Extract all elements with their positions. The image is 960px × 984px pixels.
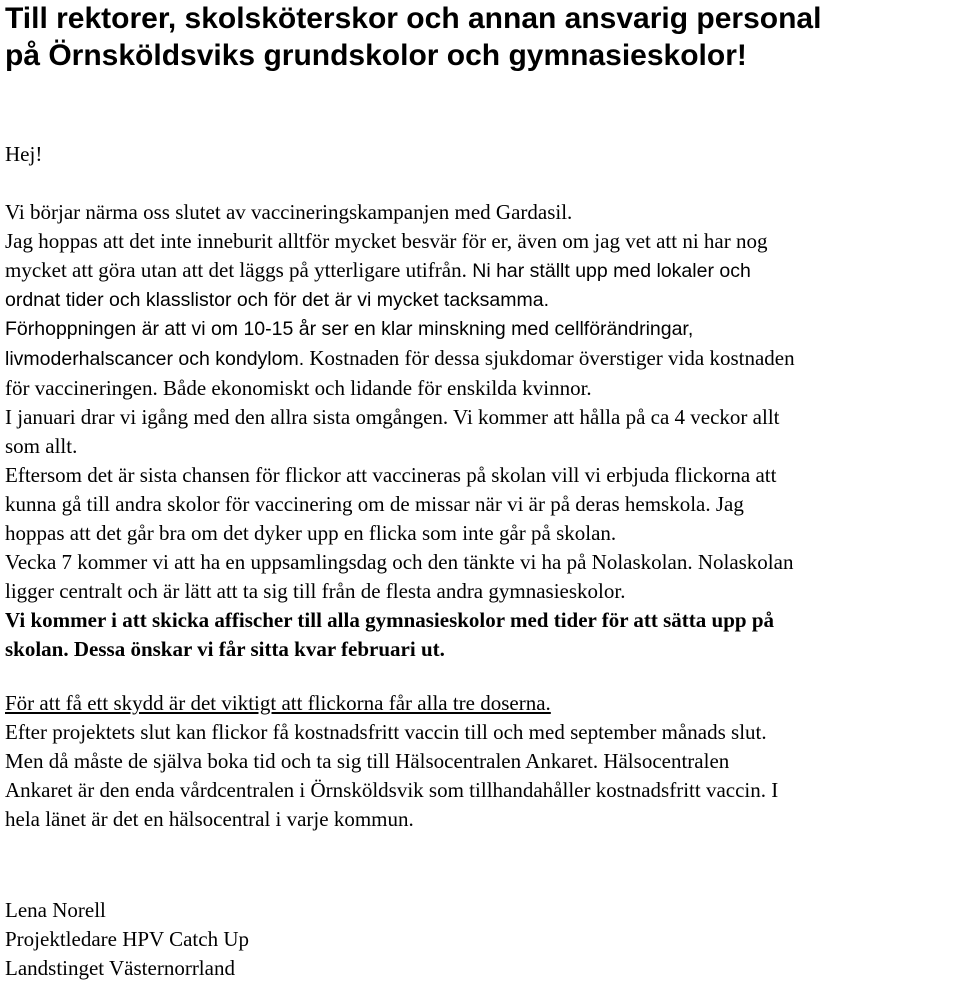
body-line: Vi börjar närma oss slutet av vaccineringskampanjen med Gardasil. [5, 200, 573, 224]
signature-block [5, 896, 957, 983]
greeting: Hej! [5, 142, 43, 166]
body-line [5, 256, 957, 286]
signature-org: Landstinget Västernorrland [5, 956, 235, 980]
body-line-bold: Vi kommer i att skicka affischer till alla gymnasieskolor med tider för att sätta upp på [5, 608, 775, 632]
letter-body [5, 198, 957, 664]
underlined-statement: För att få ett skydd är det viktigt att flickorna får alla tre doserna. [5, 691, 551, 715]
body-line: Ankaret är den enda vårdcentralen i Örnsköldsvik som tillhandahåller kostnadsfritt vaccin. I [5, 778, 779, 802]
body-line [5, 344, 957, 374]
body-line: Eftersom det är sista chansen för flickor att vaccineras på skolan vill vi erbjuda flickorna att [5, 463, 777, 487]
body-line: Jag hoppas att det inte inneburit alltför mycket besvär för er, även om jag vet att ni har nog [5, 229, 768, 253]
body-line: Efter projektets slut kan flickor få kostnadsfritt vaccin till och med september månads slut. [5, 720, 767, 744]
body-line: Vecka 7 kommer vi att ha en uppsamlingsdag och den tänkte vi ha på Nolaskolan. Nolaskolan [5, 550, 794, 574]
body-text-segment: Vi kommer att hålla på ca 4 veckor allt [448, 405, 780, 429]
signature-role: Projektledare HPV Catch Up [5, 927, 249, 951]
body-text-segment: livmoderhalscancer och kondylom. [5, 348, 305, 370]
body-line: Förhoppningen är att vi om 10-15 år ser en klar minskning med cellförändringar, [5, 318, 694, 340]
body-line [5, 689, 957, 718]
body-line: för vaccineringen. Både ekonomiskt och lidande för enskilda kvinnor. [5, 376, 592, 400]
letter-title [5, 0, 955, 74]
body-line: ordnat tider och klasslistor och för det är vi mycket tacksamma. [5, 289, 550, 311]
body-line: som allt. [5, 434, 78, 458]
body-line: hela länet är det en hälsocentral i varje kommun. [5, 807, 414, 831]
body-line [5, 403, 957, 432]
body-line: hoppas att det går bra om det dyker upp en flicka som inte går på skolan. [5, 521, 617, 545]
letter-body-2 [5, 689, 957, 834]
title-line-1: Till rektorer, skolsköterskor och annan ansvarig personal [5, 2, 822, 35]
title-line-2: på Örnsköldsviks grundskolor och gymnasieskolor! [5, 39, 747, 72]
body-text-segment: mycket att göra utan att det läggs på ytterligare utifrån. [5, 258, 467, 282]
body-text-segment: Ni har ställt upp med lokaler och [466, 260, 751, 282]
body-text-segment: Kostnaden för dessa sjukdomar överstiger vida kostnaden [304, 346, 795, 370]
body-line: ligger centralt och är lätt att ta sig till från de flesta andra gymnasieskolor. [5, 579, 626, 603]
body-line: kunna gå till andra skolor för vaccinering om de missar när vi är på deras hemskola. Jag [5, 492, 744, 516]
body-line: Men då måste de själva boka tid och ta sig till Hälsocentralen Ankaret. Hälsocentralen [5, 749, 730, 773]
body-line-bold: skolan. Dessa önskar vi får sitta kvar februari ut. [5, 637, 445, 661]
signature-name: Lena Norell [5, 898, 106, 922]
body-text-segment: I januari drar vi igång med den allra sista omgången. [5, 405, 449, 429]
